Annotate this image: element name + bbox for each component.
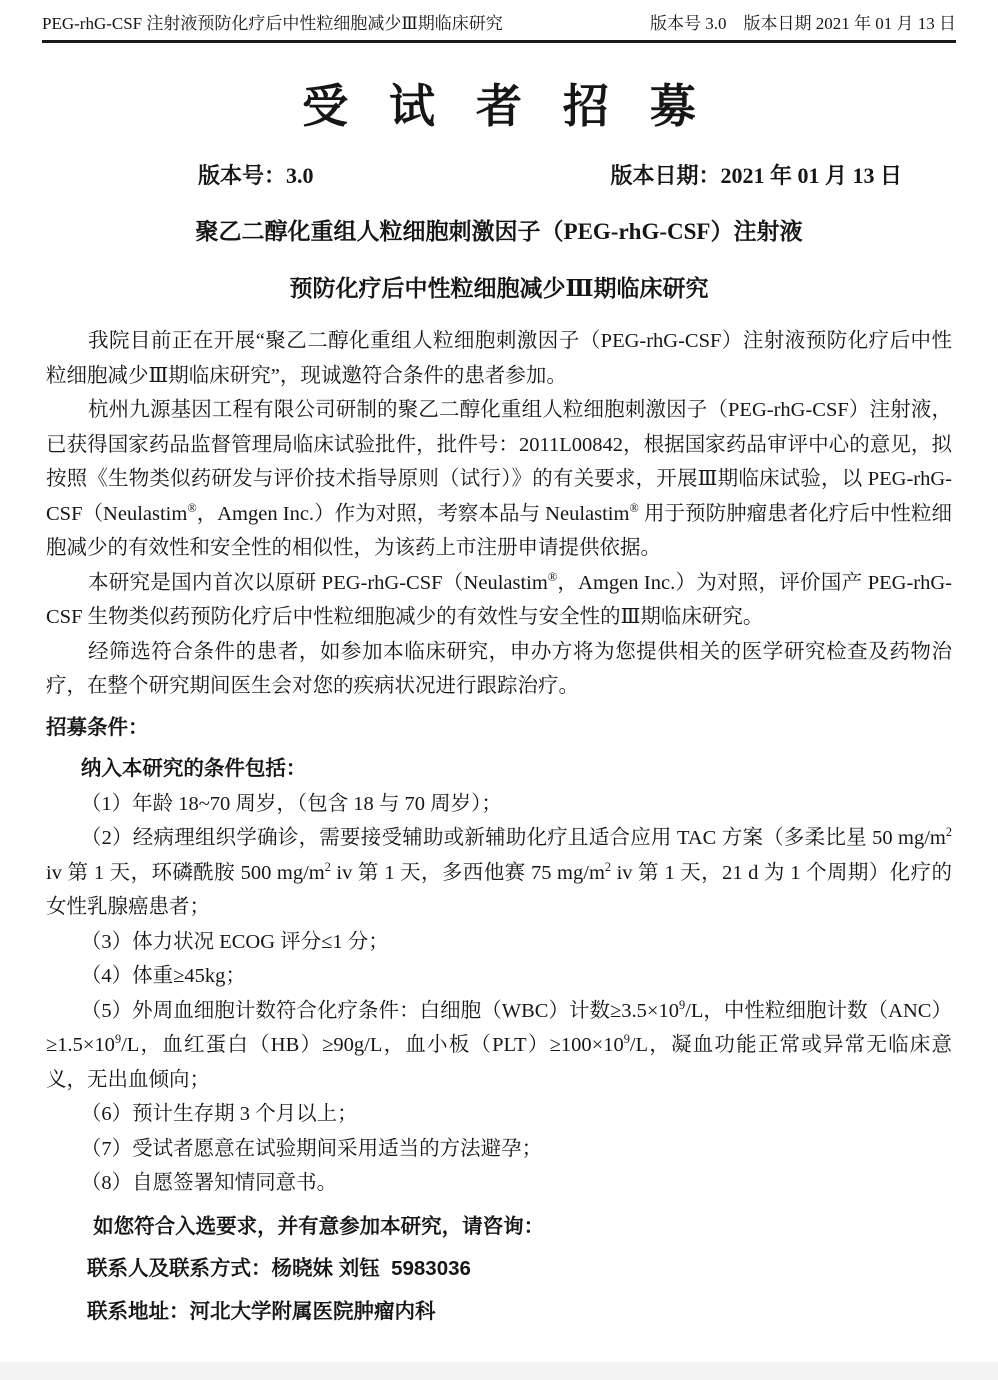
study-title-line2: 预防化疗后中性粒细胞减少Ⅲ期临床研究 bbox=[289, 276, 709, 301]
criteria-item-5: （5）外周血细胞计数符合化疗条件：白细胞（WBC）计数$\ge 3.5\times 10^9/L$，中性粒细胞计数$(ANC)\ge 1.5\times 10^9/L$，血红蛋白（HB）≥90g/L，血小板$(PLT)\ge 100\times 10^9/L$，凝血功能正常或异常无临床意义，无出血倾向； bbox=[46, 997, 953, 1091]
intro-paragraph: 我院目前正在开展“聚乙二醇化重组人粒细胞刺激因子（PEG-rhG-CSF）注射液预防化疗后中性粒细胞减少Ⅲ期临床研究”，现诚邀符合条件的患者参加。 bbox=[46, 330, 952, 387]
recruit-conditions-heading: 招募条件： bbox=[46, 715, 149, 739]
running-header bbox=[42, 13, 956, 43]
page-title: 受 试 者 招 募 bbox=[302, 81, 711, 132]
criteria-item-4: （4）体重≥45kg； bbox=[80, 965, 246, 987]
study-description-paragraph: 本研究是国内首次以原研 PEG-rhG-CSF（Neulastim®，Amgen Inc.）为对照，评价国产 PEG-rhG-CSF 生物类似药预防化疗后中性粒细胞减少的有效性与安全性的Ⅲ期临床研究。 bbox=[46, 569, 952, 628]
criteria-item-1: （1）年龄 18~70 周岁，（包含 18 与 70 周岁）； bbox=[80, 792, 502, 815]
criteria-item-6: （6）预计生存期 3 个月以上； bbox=[80, 1103, 358, 1125]
running-header-version-date: 版本号 3.0 版本日期 2021 年 01 月 13 日 bbox=[650, 14, 956, 33]
version-row bbox=[198, 161, 902, 191]
page-bottom-edge bbox=[0, 1362, 998, 1380]
document-body bbox=[46, 324, 952, 1329]
version-date: 版本日期：2021 年 01 月 13 日 bbox=[610, 163, 902, 188]
contact-address-line: 联系地址：河北大学附属医院肿瘤内科 bbox=[87, 1299, 436, 1323]
consult-invitation-line: 如您符合入选要求，并有意参加本研究，请咨询： bbox=[93, 1214, 545, 1238]
sponsor-paragraph: 杭州九源基因工程有限公司研制的聚乙二醇化重组人粒细胞刺激因子（PEG-rhG-CSF）注射液，已获得国家药品监督管理局临床试验批件，批件号：2011L00842，根据国家药品审评中心的意见，拟按照《生物类似药研发与评价技术指导原则（试行）》的有关要求，开展Ⅲ期临床试验，以 PEG-rhG-CSF（Neulastim®，Amgen Inc.）作为对照，考察本品与 Neulastim® 用于预防肿瘤患者化疗后中性粒细胞减少的有效性和安全性的相似性，为该药上市注册申请提供依据。 bbox=[46, 399, 952, 559]
criteria-item-3: （3）体力状况 ECOG 评分≤1 分； bbox=[80, 930, 389, 953]
version-number: 版本号：3.0 bbox=[198, 163, 314, 188]
criteria-item-8: （8）自愿签署知情同意书。 bbox=[80, 1172, 338, 1194]
study-title-line1: 聚乙二醇化重组人粒细胞刺激因子（PEG-rhG-CSF）注射液 bbox=[195, 219, 803, 244]
contact-person-line: 联系人及联系方式：杨晓妹 刘钰 5983036 bbox=[87, 1257, 471, 1280]
running-header-study-name: PEG-rhG-CSF 注射液预防化疗后中性粒细胞减少Ⅲ期临床研究 bbox=[42, 14, 503, 33]
criteria-item-2: （2）经病理组织学确诊，需要接受辅助或新辅助化疗且适合应用 TAC 方案（多柔比星 50 $mg/m^2$ iv 第 1 天，环磷酰胺 500 $mg/m^2$ iv 第 1 天，多西他赛 75 $mg/m^2$ iv 第 1 天，21 d 为 1 个周期）化疗的女性乳腺癌患者； bbox=[46, 825, 952, 918]
screening-paragraph: 经筛选符合条件的患者，如参加本临床研究，申办方将为您提供相关的医学研究检查及药物治疗，在整个研究期间医生会对您的疾病状况进行跟踪治疗。 bbox=[46, 640, 952, 697]
inclusion-criteria-heading: 纳入本研究的条件包括： bbox=[80, 757, 307, 780]
criteria-item-7: （7）受试者愿意在试验期间采用适当的方法避孕； bbox=[80, 1137, 543, 1160]
